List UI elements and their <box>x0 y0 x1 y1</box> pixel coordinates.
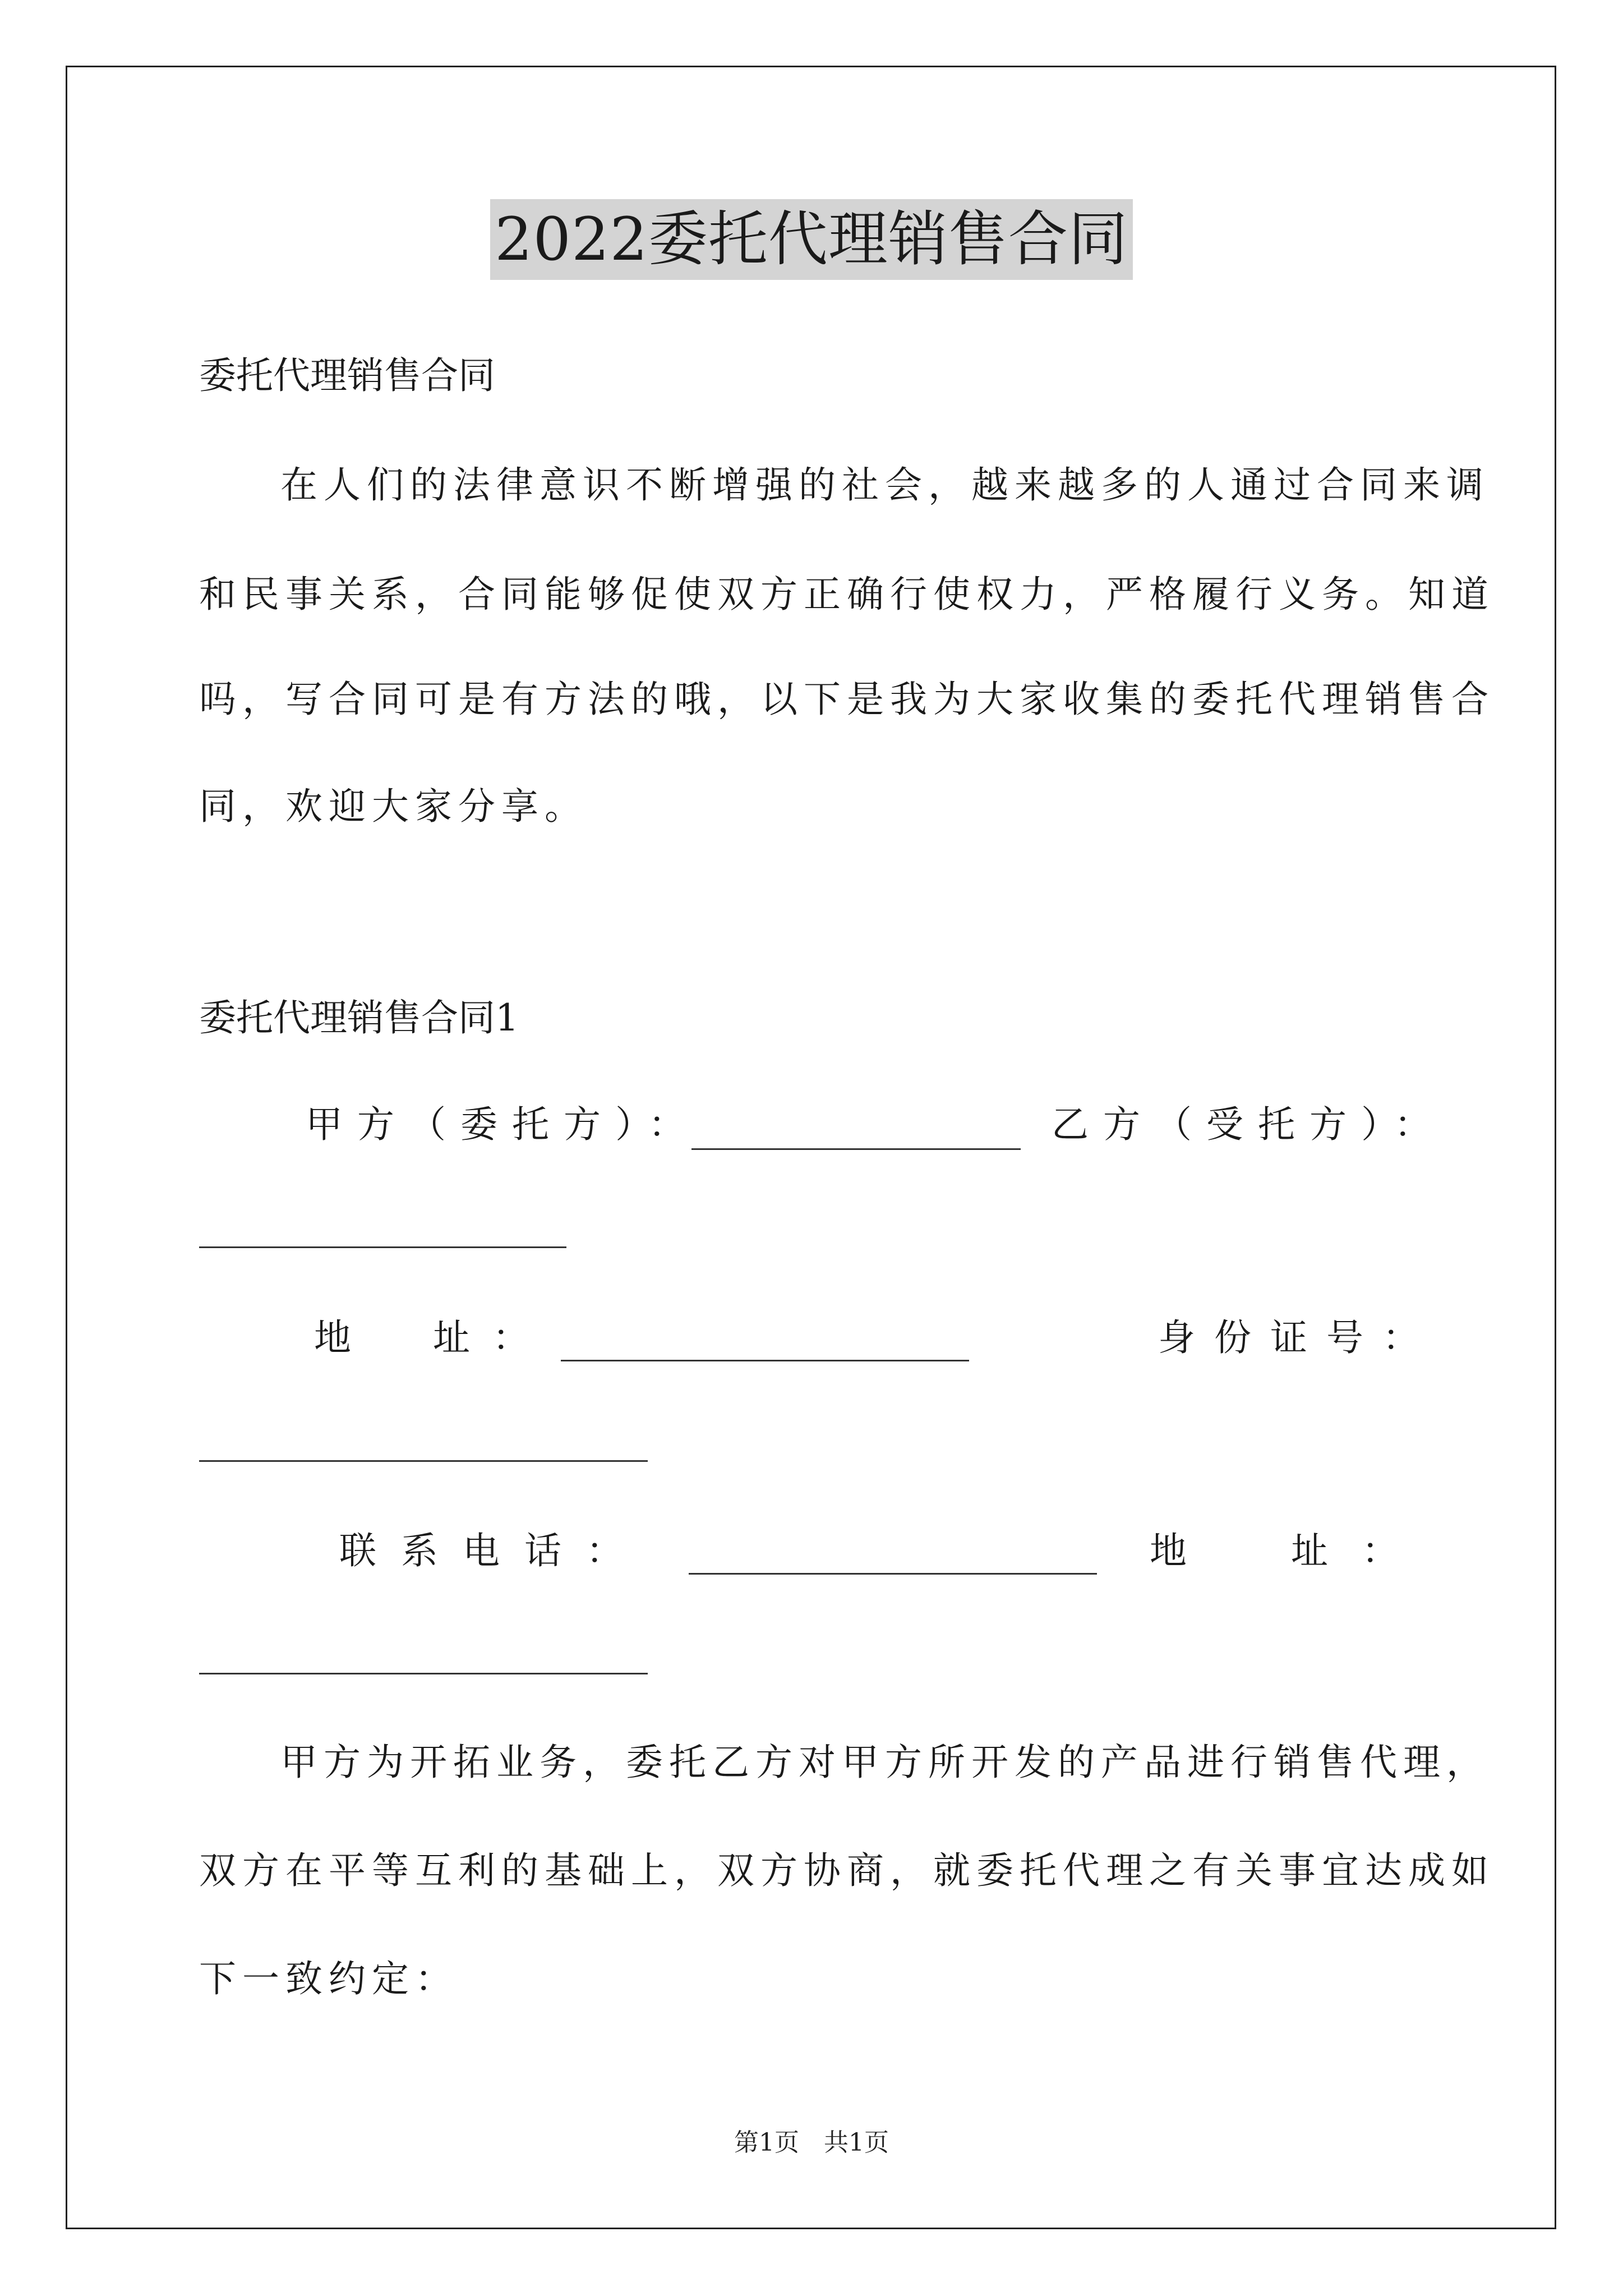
id-number-label: 身份证号： <box>1158 1316 1438 1359</box>
intro-line-1: 在人们的法律意识不断增强的社会，越来越多的人通过合同来调 <box>280 463 1490 507</box>
address2-blank[interactable] <box>199 1673 648 1674</box>
intro-line-2: 和民事关系，合同能够促使双方正确行使权力，严格履行义务。知道 <box>199 573 1495 616</box>
phone-label: 联系电话： <box>339 1529 648 1572</box>
intro-line-4: 同，欢迎大家分享。 <box>199 785 588 828</box>
page-footer: 第1页 共1页 <box>734 2128 889 2157</box>
phone-blank[interactable] <box>689 1573 1097 1575</box>
address2-label: 地 址： <box>1150 1529 1432 1572</box>
party-a-label: 甲方（委托方）： <box>306 1103 700 1146</box>
id-number-blank[interactable] <box>199 1460 648 1462</box>
party-b-blank[interactable] <box>199 1246 566 1248</box>
section-heading: 委托代理销售合同1 <box>199 996 519 1039</box>
address-blank[interactable] <box>561 1360 969 1361</box>
intro-line-3: 吗，写合同可是有方法的哦，以下是我为大家收集的委托代理销售合 <box>199 678 1495 721</box>
party-a-blank[interactable] <box>691 1148 1021 1150</box>
document-title: 2022委托代理销售合同 <box>490 199 1133 280</box>
body-line-3: 下一致约定： <box>199 1957 458 2000</box>
document-subtitle: 委托代理销售合同 <box>199 354 495 397</box>
party-b-label: 乙方（受托方）： <box>1052 1103 1446 1146</box>
title-container <box>0 199 1623 280</box>
address-label: 地 址： <box>314 1316 552 1359</box>
body-line-2: 双方在平等互利的基础上，双方协商，就委托代理之有关事宜达成如 <box>199 1849 1495 1892</box>
body-line-1: 甲方为开拓业务，委托乙方对甲方所开发的产品进行销售代理， <box>280 1741 1490 1784</box>
